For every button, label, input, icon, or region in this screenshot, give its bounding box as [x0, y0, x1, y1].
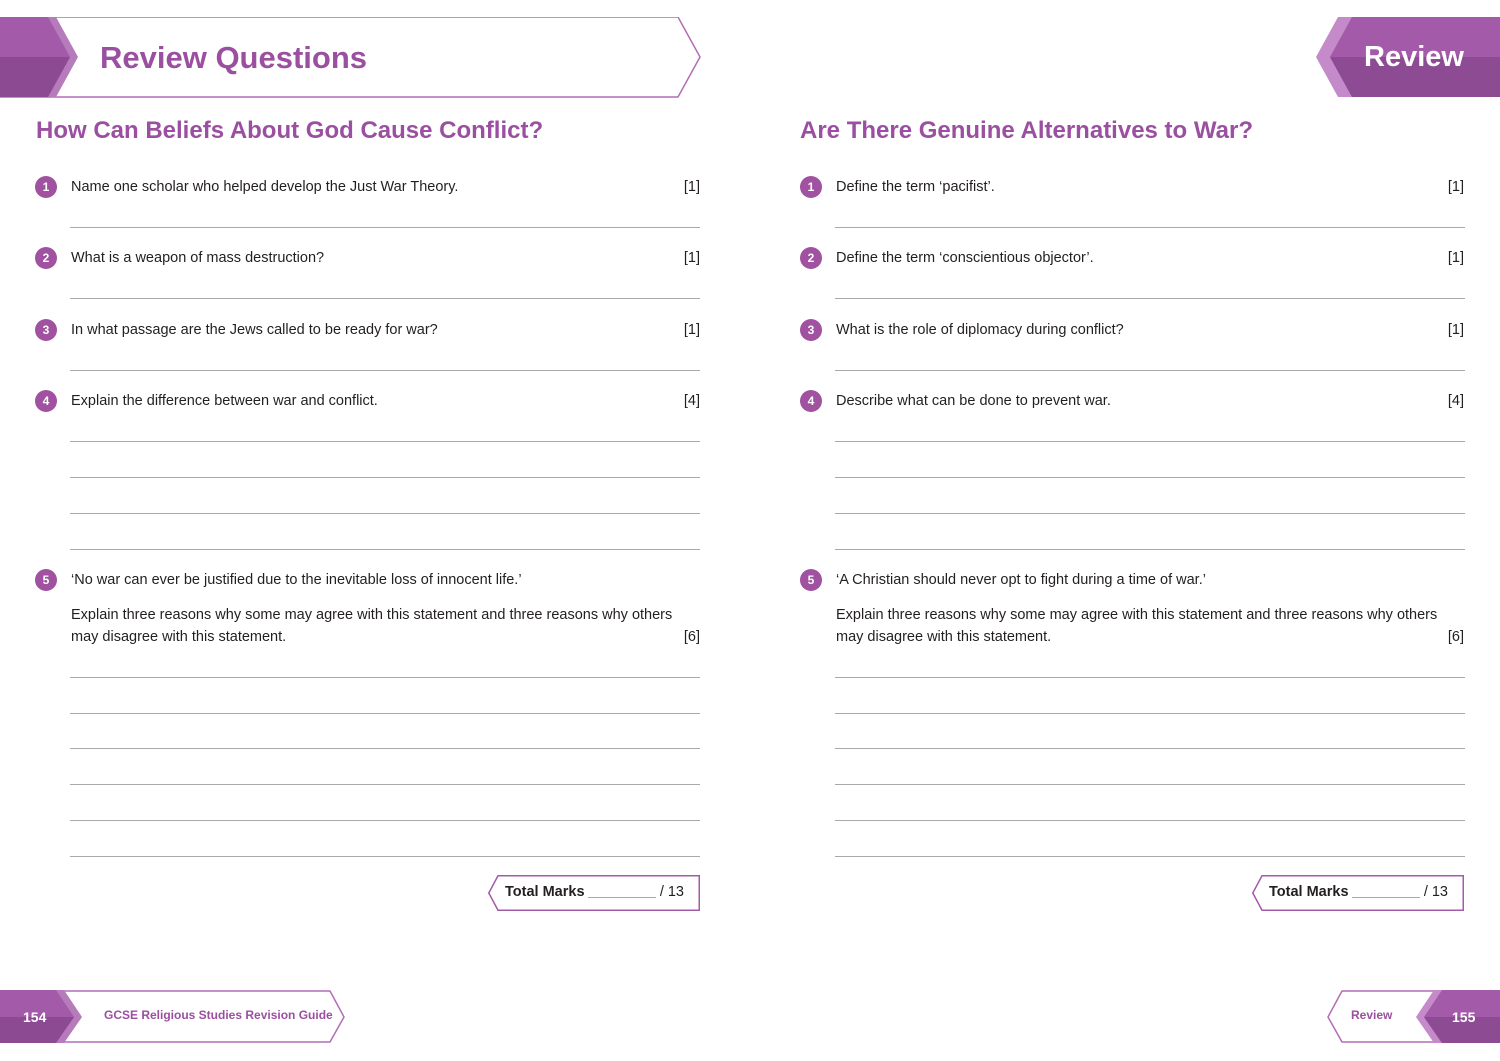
- right-section-title: Are There Genuine Alternatives to War?: [800, 117, 1253, 144]
- footer-book-title: GCSE Religious Studies Revision Guide: [104, 1008, 333, 1022]
- question-number-badge: 5: [800, 569, 822, 591]
- question-number-badge: 1: [35, 176, 57, 198]
- question-number-badge: 1: [800, 176, 822, 198]
- answer-line[interactable]: [70, 370, 700, 371]
- page-number-right: 155: [1452, 1009, 1476, 1025]
- question-marks: [1]: [683, 322, 700, 338]
- answer-line[interactable]: [835, 513, 1465, 514]
- answer-line[interactable]: [70, 513, 700, 514]
- answer-line[interactable]: [835, 677, 1465, 678]
- total-marks-box[interactable]: [488, 875, 700, 911]
- total-marks-box[interactable]: [1252, 875, 1464, 911]
- question-quote: ‘A Christian should never opt to fight during a time of war.’: [836, 572, 1206, 588]
- answer-line[interactable]: [70, 298, 700, 299]
- answer-line[interactable]: [70, 549, 700, 550]
- answer-line[interactable]: [70, 227, 700, 228]
- question-marks: [1]: [1447, 322, 1464, 338]
- question-number-badge: 4: [800, 390, 822, 412]
- question-marks: [4]: [683, 393, 700, 409]
- answer-line[interactable]: [70, 441, 700, 442]
- question-number-badge: 4: [35, 390, 57, 412]
- question-marks: [1]: [1447, 179, 1464, 195]
- total-marks-label: Total Marks: [505, 884, 585, 900]
- question-text: What is the role of diplomacy during conflict?: [836, 322, 1124, 338]
- total-marks-input-line[interactable]: [588, 897, 656, 898]
- question-text: Name one scholar who helped develop the Just War Theory.: [71, 179, 459, 195]
- question-number-badge: 2: [800, 247, 822, 269]
- left-section-title: How Can Beliefs About God Cause Conflict?: [36, 117, 544, 144]
- answer-line[interactable]: [835, 856, 1465, 857]
- question-instructions: Explain three reasons why some may agree with this statement and three reasons why others may disagree with this statement.: [71, 607, 673, 645]
- question-text: What is a weapon of mass destruction?: [71, 250, 325, 266]
- question-marks: [4]: [1447, 393, 1464, 409]
- answer-line[interactable]: [835, 748, 1465, 749]
- answer-line[interactable]: [70, 713, 700, 714]
- question-text: Define the term ‘pacifist’.: [836, 179, 995, 195]
- question-number-badge: 3: [35, 319, 57, 341]
- total-marks-out-of: / 13: [1423, 884, 1448, 900]
- question-marks: [1]: [683, 250, 700, 266]
- question-quote: ‘No war can ever be justified due to the inevitable loss of innocent life.’: [71, 572, 522, 588]
- footer-section-name: Review: [1351, 1008, 1393, 1022]
- answer-line[interactable]: [835, 477, 1465, 478]
- question-number-badge: 2: [35, 247, 57, 269]
- answer-line[interactable]: [70, 820, 700, 821]
- question-text: Define the term ‘conscientious objector’.: [836, 250, 1094, 266]
- question-text: Describe what can be done to prevent war.: [836, 393, 1111, 409]
- answer-line[interactable]: [70, 784, 700, 785]
- page-number-left: 154: [23, 1009, 47, 1025]
- answer-line[interactable]: [835, 784, 1465, 785]
- total-marks-label: Total Marks: [1269, 884, 1349, 900]
- question-marks: [6]: [1447, 629, 1464, 645]
- question-text: Explain the difference between war and conflict.: [71, 393, 378, 409]
- answer-line[interactable]: [70, 748, 700, 749]
- answer-line[interactable]: [835, 820, 1465, 821]
- question-number-badge: 3: [800, 319, 822, 341]
- question-instructions: Explain three reasons why some may agree with this statement and three reasons why others may disagree with this statement.: [836, 607, 1438, 645]
- question-number-badge: 5: [35, 569, 57, 591]
- total-marks-input-line[interactable]: [1352, 897, 1420, 898]
- answer-line[interactable]: [70, 856, 700, 857]
- question-text: In what passage are the Jews called to be ready for war?: [71, 322, 438, 338]
- answer-line[interactable]: [835, 549, 1465, 550]
- answer-line[interactable]: [835, 713, 1465, 714]
- answer-line[interactable]: [835, 370, 1465, 371]
- total-marks-out-of: / 13: [659, 884, 684, 900]
- answer-line[interactable]: [70, 477, 700, 478]
- section-label: Review: [1364, 41, 1464, 73]
- answer-line[interactable]: [70, 677, 700, 678]
- answer-line[interactable]: [835, 298, 1465, 299]
- answer-line[interactable]: [835, 227, 1465, 228]
- question-marks: [6]: [683, 629, 700, 645]
- question-marks: [1]: [1447, 250, 1464, 266]
- question-marks: [1]: [683, 179, 700, 195]
- answer-line[interactable]: [835, 441, 1465, 442]
- page-title: Review Questions: [100, 40, 368, 75]
